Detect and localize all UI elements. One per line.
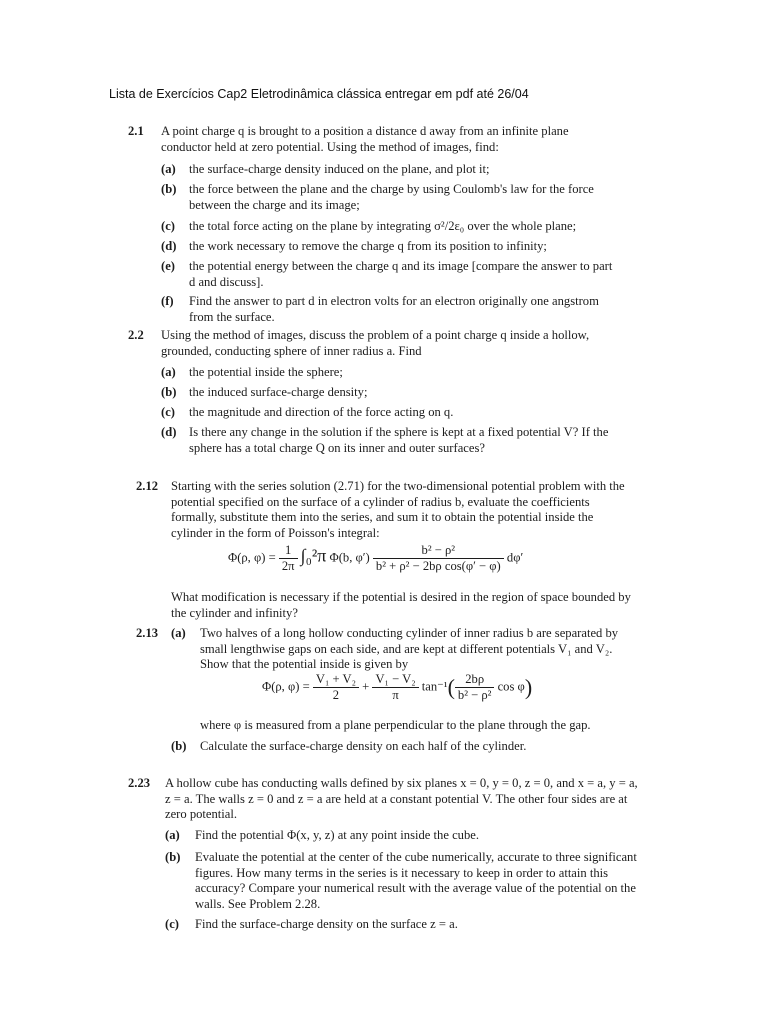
problem-2-13-after: where φ is measured from a plane perpendicular to the plane through the gap. [200, 718, 591, 732]
poisson-integral-equation: Φ(ρ, φ) = $\frac{1}{2\pi}$ ∫₀²π Φ(b, φ′) $\frac{\text{b² − ρ²}}{\text{b² + ρ² − 2bρ cos(φ′ − φ)}}$ dφ′ [228, 543, 524, 573]
part-a-label: (a) [171, 626, 186, 640]
problem-intro: A point charge q is brought to a position a distance d away from an infinite plane conductor held at zero potential. Using the method of images, find: [161, 124, 569, 154]
part-a-text: Two halves of a long hollow conducting cylinder of inner radius b are separated by small lengthwise gaps on each side, and are kept at different potentials V₁ and V₂. Show that the potential inside is given by [200, 626, 619, 671]
page-header: Lista de Exercícios Cap2 Eletrodinâmica clássica entregar em pdf até 26/04 [109, 87, 529, 101]
problem-number: 2.2 [128, 328, 144, 342]
problem-intro: Using the method of images, discuss the problem of a point charge q inside a hollow, grounded, conducting sphere of inner radius a. Find [161, 328, 590, 358]
problem-number: 2.13 [136, 626, 159, 640]
problem-intro: A hollow cube has conducting walls defined by six planes x = 0, y = 0, z = 0, and x = a, y = a, z = a. The walls z = 0 and z = a are held at a constant potential V. The other four sides are at zero potential. [165, 776, 638, 821]
problem-intro: Starting with the series solution (2.71) for the two-dimensional potential problem with the potential specified on the surface of a cylinder of radius b, evaluate the coefficients formally, substitute them into the series, and sum it to obtain the potential inside the cylinder in the form of Poisson's integral: [171, 479, 625, 540]
problem-2-12-followup: What modification is necessary if the potential is desired in the region of space bounded by the cylinder and infinity? [171, 590, 631, 620]
problem-number: 2.12 [136, 479, 159, 493]
problem-number: 2.23 [128, 776, 151, 790]
problem-number: 2.1 [128, 124, 144, 138]
cylinder-potential-equation: Φ(ρ, φ) = $\frac{\text{V₁ + V₂}}{2}$ + $\frac{\text{V₁ − V₂}}{\pi}$ tan⁻¹( $\frac{2b\rho}{\text{b² − ρ²}}$ cos φ) [262, 672, 533, 702]
